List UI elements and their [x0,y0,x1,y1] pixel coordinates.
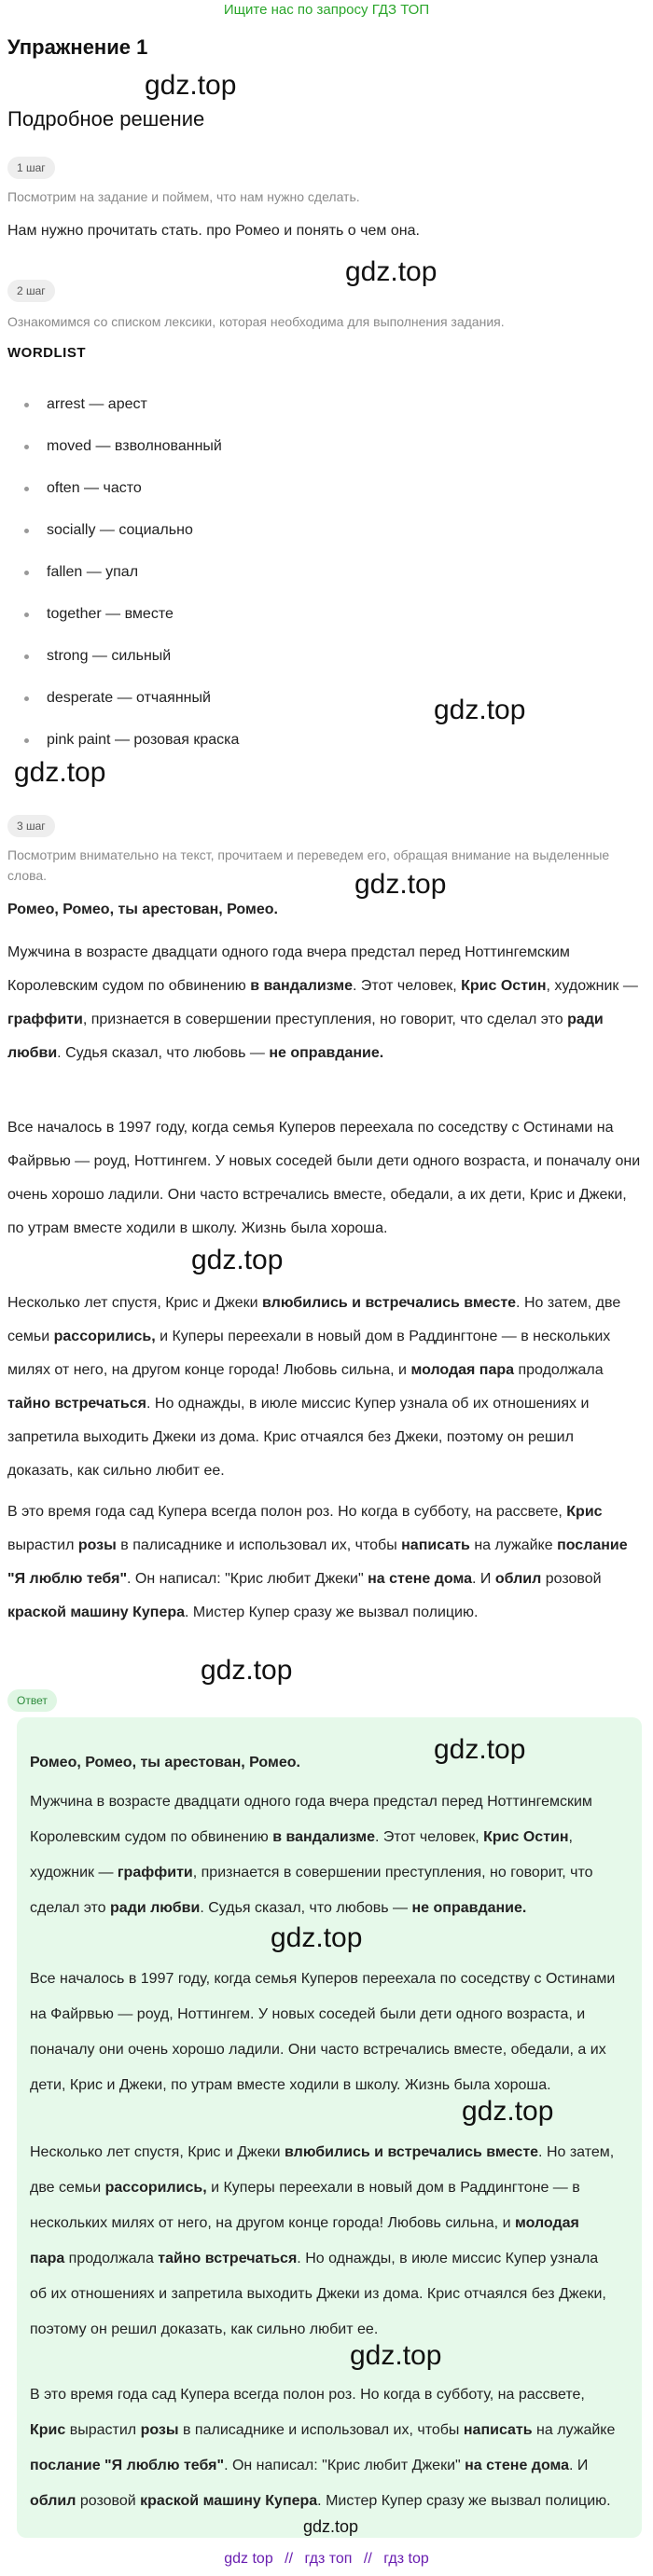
answer-paragraph-4: В это время года сад Купера всегда полон роз. Но когда в субботу, на рассвете, Крис вырастил розы в палисаднике и использовал их, чтобы написать на лужайке послание "Я люблю тебя". Он написал: "Крис любит Джеки" на стене дома. И облил розовой краской машину Купера. Мистер Купер сразу же вызвал полицию. [30,2387,616,2509]
answer-badge: Ответ [7,1689,57,1712]
story-paragraph-1: Мужчина в возрасте двадцати одного года вчера предстал перед Ноттингемским Королевским судом по обвинению в вандализме. Этот человек, Крис Остин, художник — граффити, признается в совершении преступления, но говорит, что сделал это ради любви. Судья сказал, что любовь — не оправдание. [7,944,638,1061]
watermark: gdz.top [271,1922,363,1953]
solution-heading: Подробное решение [7,107,205,131]
watermark: gdz.top [145,70,237,101]
answer-title: Ромео, Ромео, ты арестован, Ромео. [30,1755,300,1770]
watermark: gdz.top [201,1655,293,1686]
story-paragraph-4: В это время года сад Купера всегда полон роз. Но когда в субботу, на рассвете, Крис вырастил розы в палисаднике и использовал их, чтобы написать на лужайке послание "Я люблю тебя". Он написал: "Крис любит Джеки" на стене дома. И облил розовой краской машину Купера. Мистер Купер сразу же вызвал полицию. [7,1504,628,1620]
story-title: Ромео, Ромео, ты арестован, Ромео. [7,902,278,917]
footer-links [0,2551,653,2568]
answer-paragraph-3: Несколько лет спустя, Крис и Джеки влюбились и встречались вместе. Но затем, две семьи рассорились, и Куперы переехали в новый дом в Раддингтоне — в нескольких милях от него, на другом конце города! Любовь сильна, и молодая пара продолжала тайно встречаться. Но однажды, в июле миссис Купер узнала об их отношениях и запретила выходить Джеки из дома. Крис отчаялся без Джеки, поэтому он решил доказать, как сильно любит ее. [30,2144,615,2337]
footer-separator: // [363,2551,372,2567]
story-paragraph-2: Все началось в 1997 году, когда семья Куперов переехала по соседству с Остинами на Файрвью — роуд, Ноттингем. У новых соседей были дети одного возраста, и поначалу они очень хорошо ладили. Они часто встречались вместе, обедали, а их дети, Крис и Джеки, по утрам вместе ходили в школу. Жизнь была хороша. [7,1120,641,1236]
list-item: pink paint — розовая краска [19,724,239,766]
step-3-hint: Посмотрим внимательно на текст, прочитаем и переведем его, обращая внимание на выделенные слова. [7,847,610,883]
watermark: gdz.top [434,1734,526,1765]
footer-separator: // [285,2551,294,2567]
list-item: together — вместе [19,599,239,641]
step-1-hint: Посмотрим на задание и поймем, что нам нужно сделать. [7,189,360,204]
search-banner[interactable]: Ищите нас по запросу ГДЗ ТОП [223,2,430,18]
list-item: socially — социально [19,515,239,557]
watermark: gdz.top [434,695,526,725]
step-2-badge: 2 шаг [7,280,55,302]
list-item: strong — сильный [19,641,239,682]
page-title: Упражнение 1 [7,35,148,59]
wordlist [19,389,239,766]
watermark: gdz.top [462,2096,554,2127]
step-1-badge: 1 шаг [7,157,55,179]
watermark: gdz.top [303,2517,359,2536]
wordlist-title: WORDLIST [7,345,86,361]
watermark: gdz.top [345,256,438,287]
step-1-text: Нам нужно прочитать стать. про Ромео и понять о чем она. [7,223,420,239]
list-item: moved — взволнованный [19,431,239,473]
watermark: gdz.top [354,869,447,900]
list-item: fallen — упал [19,557,239,599]
list-item: often — часто [19,473,239,515]
watermark: gdz.top [350,2340,442,2371]
footer-link[interactable]: gdz top [224,2551,273,2567]
list-item: desperate — отчаянный [19,682,239,724]
story-paragraph-3: Несколько лет спустя, Крис и Джеки влюбились и встречались вместе. Но затем, две семьи рассорились, и Куперы переехали в новый дом в Раддингтоне — в нескольких милях от него, на другом конце города! Любовь сильна, и молодая пара продолжала тайно встречаться. Но однажды, в июле миссис Купер узнала об их отношениях и запретила выходить Джеки из дома. Крис отчаялся без Джеки, поэтому он решил доказать, как сильно любит ее. [7,1295,621,1479]
step-2-hint: Ознакомимся со списком лексики, которая необходима для выполнения задания. [7,314,505,329]
answer-paragraph-1: Мужчина в возрасте двадцати одного года вчера предстал перед Ноттингемским Королевским судом по обвинению в вандализме. Этот человек, Крис Остин, художник — граффити, признается в совершении преступления, но говорит, что сделал это ради любви. Судья сказал, что любовь — не оправдание. [30,1794,593,1916]
answer-paragraph-2: Все началось в 1997 году, когда семья Куперов переехала по соседству с Остинами на Файрвью — роуд, Ноттингем. У новых соседей были дети одного возраста, и поначалу они очень хорошо ладили. Они часто встречались вместе, обедали, а их дети, Крис и Джеки, по утрам вместе ходили в школу. Жизнь была хороша. [30,1971,616,2093]
watermark: gdz.top [14,757,106,788]
footer-link[interactable]: гдз top [383,2551,429,2567]
list-item: arrest — арест [19,389,239,431]
footer-link[interactable]: гдз топ [304,2551,353,2567]
step-3-badge: 3 шаг [7,815,55,837]
watermark: gdz.top [191,1245,284,1275]
